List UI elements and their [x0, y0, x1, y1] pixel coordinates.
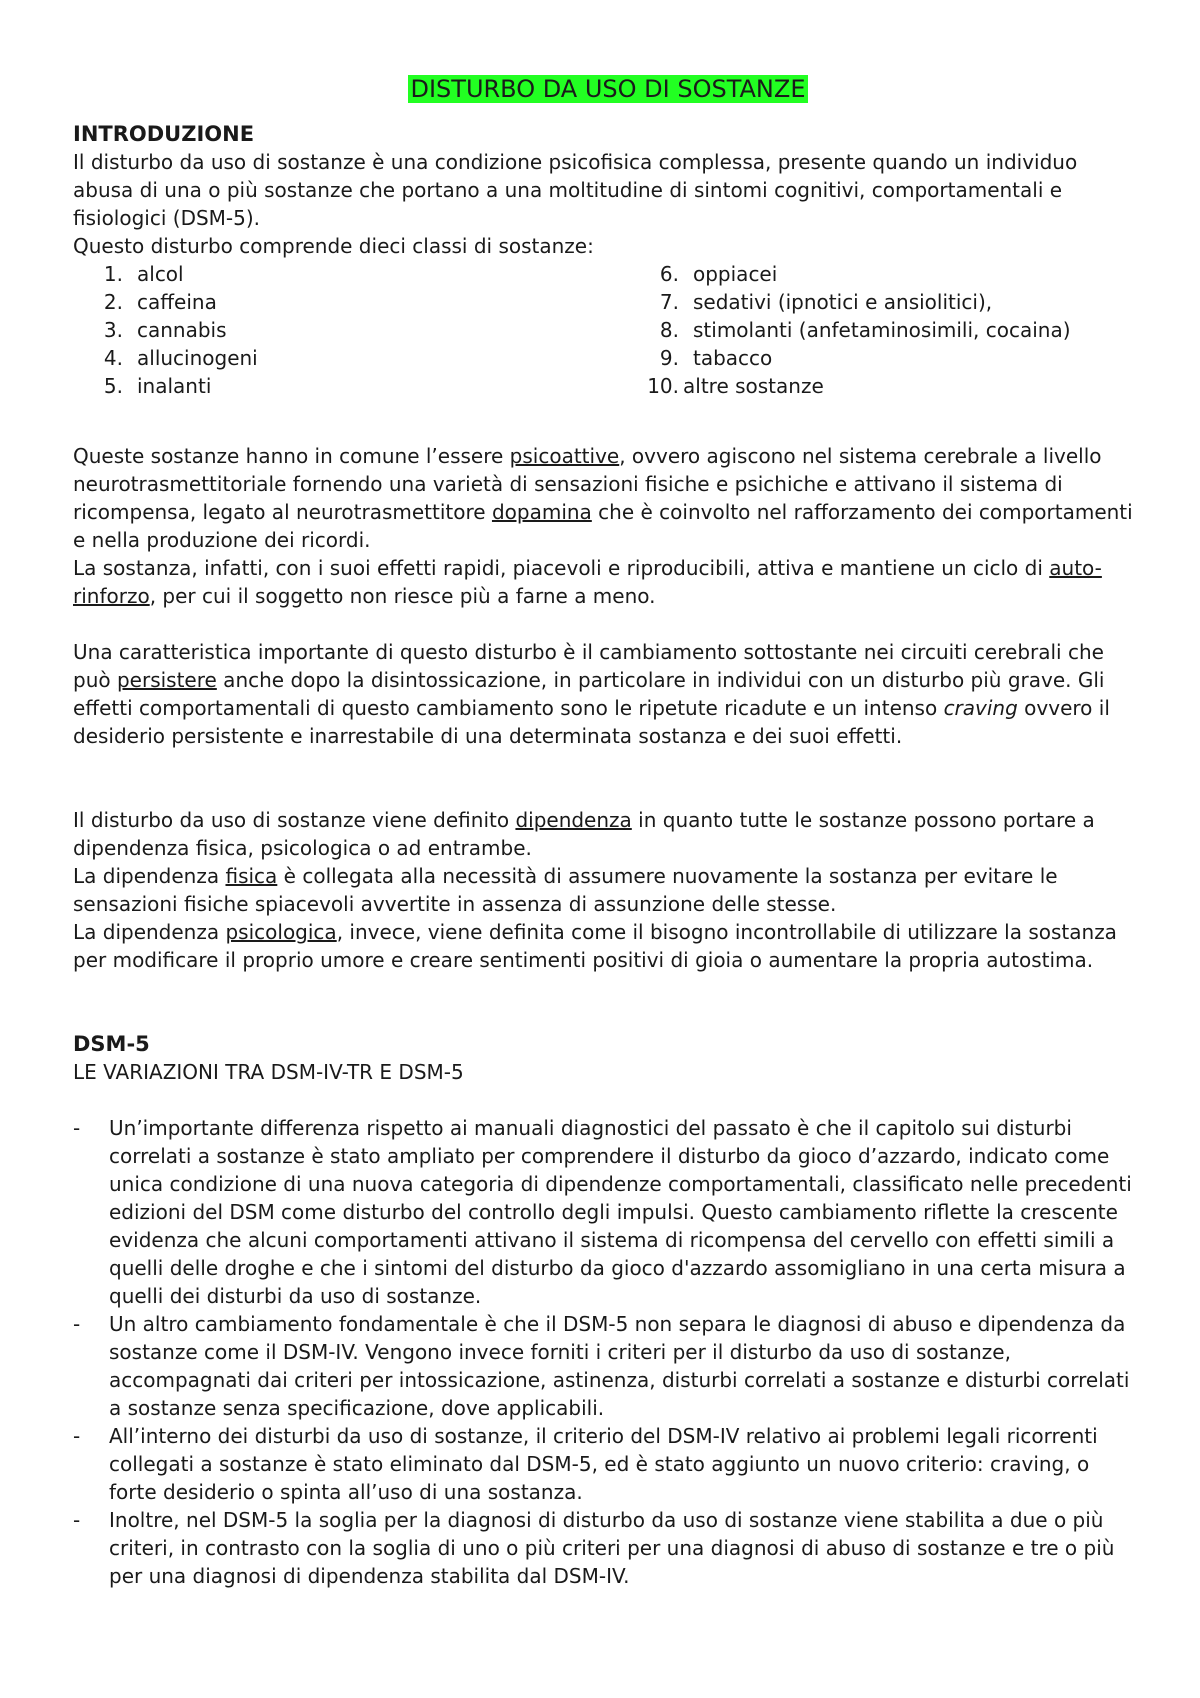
list-number: 9.: [659, 346, 679, 370]
bullet-text: Un’importante differenza rispetto ai manuali diagnostici del passato è che il capitolo sui disturbi correlati a sostanze è stato ampliato per comprendere il disturbo da gioco d’azzardo, indicato come unica condizione di una nuova categoria di dipendenze comportamentali, classificato nelle precedenti edizioni del DSM come disturbo del controllo degli impulsi. Questo cambiamento riflette la crescente evidenza che alcuni comportamenti attivano il sistema di ricompensa del cervello con effetti simili a quelli delle droghe e che i sintomi del disturbo da gioco d'azzardo assomigliano in una certa misura a quelli dei disturbi da uso di sostanze.: [109, 1116, 1132, 1308]
list-text: tabacco: [693, 346, 773, 370]
substance-list-left: [73, 260, 641, 400]
list-number: 4.: [103, 346, 123, 370]
list-item: [73, 288, 641, 316]
dsm-subheading: LE VARIAZIONI TRA DSM-IV-TR E DSM-5: [73, 1060, 464, 1084]
intro-heading: INTRODUZIONE: [73, 122, 255, 146]
list-text: allucinogeni: [137, 346, 258, 370]
bullet-dash: -: [73, 1424, 81, 1448]
bullet-dash: -: [73, 1312, 81, 1336]
term-fisica: fisica: [225, 864, 278, 888]
term-dipendenza: dipendenza: [515, 808, 632, 832]
psychoactive-paragraph: [73, 442, 1143, 554]
substance-list-right: [641, 260, 1141, 400]
text-run: , ovvero agiscono nel sistema cerebrale a livello neurotrasmettitoriale fornendo una varietà di sensazioni fisiche e psichiche e attivano il sistema di ricompensa, legato al neurotrasmettitore: [73, 444, 1102, 524]
bullet-item: [73, 1506, 1143, 1590]
list-number: 8.: [659, 318, 679, 342]
list-text: sedativi (ipnotici e ansiolitici),: [693, 290, 993, 314]
psychoactive-section: [73, 442, 1143, 610]
intro-section: [73, 120, 1143, 400]
dsm-section: [73, 1030, 1143, 1590]
bullet-text: All’interno dei disturbi da uso di sostanze, il criterio del DSM-IV relativo ai problemi legali ricorrenti collegati a sostanze è stato eliminato dal DSM-5, ed è stato aggiunto un nuovo criterio: craving, o forte desiderio o spinta all’uso di una sostanza.: [109, 1424, 1098, 1504]
bullet-dash: -: [73, 1508, 81, 1532]
dsm-heading: DSM-5: [73, 1032, 150, 1056]
dependence-section: [73, 806, 1143, 974]
list-number: 10.: [647, 374, 679, 398]
list-text: cannabis: [137, 318, 227, 342]
text-run: anche dopo la disintossicazione, in particolare in individui con un disturbo più grave. Gli effetti comportamentali di questo cambiamento sono le ripetute ricadute e un intenso: [73, 668, 1105, 720]
list-item: [641, 344, 1141, 372]
circuits-paragraph: [73, 638, 1143, 750]
text-run: è collegata alla necessità di assumere nuovamente la sostanza per evitare le sensazioni fisiche spiacevoli avvertite in assenza di assunzione delle stesse.: [73, 864, 1058, 916]
list-number: 6.: [659, 262, 679, 286]
list-text: alcol: [137, 262, 184, 286]
list-text: inalanti: [137, 374, 212, 398]
psychological-dependence-paragraph: [73, 918, 1143, 974]
text-run: che è coinvolto nel rafforzamento dei comportamenti e nella produzione dei ricordi.: [73, 500, 1133, 552]
dependence-paragraph: [73, 806, 1143, 862]
substance-list: [73, 260, 1143, 400]
term-persistere: persistere: [116, 668, 217, 692]
bullet-text: Inoltre, nel DSM-5 la soglia per la diagnosi di disturbo da uso di sostanze viene stabilita a due o più criteri, in contrasto con la soglia di uno o più criteri per una diagnosi di abuso di sostanze e tre o più per una diagnosi di dipendenza stabilita dal DSM-IV.: [109, 1508, 1115, 1588]
text-run: Queste sostanze hanno in comune l’essere: [73, 444, 510, 468]
intro-paragraph: Il disturbo da uso di sostanze è una condizione psicofisica complessa, presente quando un individuo abusa di una o più sostanze che portano a una moltitudine di sintomi cognitivi, comportamentali e fisiologici (DSM-5).: [73, 150, 1078, 230]
text-run: ovvero il desiderio persistente e inarrestabile di una determinata sostanza e dei suoi effetti.: [73, 696, 1110, 748]
bullet-item: [73, 1422, 1143, 1506]
circuits-section: [73, 638, 1143, 750]
text-run: Il disturbo da uso di sostanze viene definito: [73, 808, 516, 832]
list-number: 2.: [103, 290, 123, 314]
text-run: , invece, viene definita come il bisogno incontrollabile di utilizzare la sostanza per modificare il proprio umore e creare sentimenti positivi di gioia o aumentare la propria autostima.: [73, 920, 1117, 972]
term-craving: craving: [943, 696, 1018, 720]
text-run: in quanto tutte le sostanze possono portare a dipendenza fisica, psicologica o ad entrambe.: [73, 808, 1095, 860]
text-run: La sostanza, infatti, con i suoi effetti rapidi, piacevoli e riproducibili, attiva e mantiene un ciclo di: [73, 556, 1050, 580]
term-psicologica: psicologica: [225, 920, 337, 944]
term-auto-rinforzo: auto-rinforzo: [73, 556, 1102, 608]
list-item: [73, 316, 641, 344]
physical-dependence-paragraph: [73, 862, 1143, 918]
document-title: DISTURBO DA USO DI SOSTANZE: [410, 75, 806, 103]
list-item: [641, 316, 1141, 344]
list-text: caffeina: [137, 290, 217, 314]
bullet-item: [73, 1310, 1143, 1422]
term-psicoattive: psicoattive: [509, 444, 620, 468]
title-wrap: [73, 72, 1143, 107]
reinforcement-paragraph: [73, 554, 1143, 610]
list-number: 7.: [659, 290, 679, 314]
list-number: 1.: [103, 262, 123, 286]
text-run: , per cui il soggetto non riesce più a farne a meno.: [149, 584, 656, 608]
list-item: [641, 260, 1141, 288]
list-item: [73, 344, 641, 372]
list-item: [641, 372, 1141, 400]
text-run: La dipendenza: [73, 864, 226, 888]
bullet-text: Un altro cambiamento fondamentale è che il DSM-5 non separa le diagnosi di abuso e dipendenza da sostanze come il DSM-IV. Vengono invece forniti i criteri per il disturbo da uso di sostanze, accompagnati dai criteri per intossicazione, astinenza, disturbi correlati a sostanze e disturbi correlati a sostanze senza specificazione, dove applicabili.: [109, 1312, 1130, 1420]
bullet-dash: -: [73, 1116, 81, 1140]
list-item: [73, 260, 641, 288]
list-text: altre sostanze: [683, 374, 824, 398]
list-item: [73, 372, 641, 400]
text-run: Una caratteristica importante di questo disturbo è il cambiamento sottostante nei circuiti cerebrali che può: [73, 640, 1104, 692]
spacer: [73, 1086, 1143, 1114]
text-run: La dipendenza: [73, 920, 226, 944]
bullet-item: [73, 1114, 1143, 1310]
intro-list-lead: Questo disturbo comprende dieci classi di sostanze:: [73, 234, 594, 258]
term-dopamina: dopamina: [491, 500, 592, 524]
list-item: [641, 288, 1141, 316]
list-text: oppiacei: [693, 262, 778, 286]
list-text: stimolanti (anfetaminosimili, cocaina): [693, 318, 1071, 342]
list-number: 5.: [103, 374, 123, 398]
list-number: 3.: [103, 318, 123, 342]
